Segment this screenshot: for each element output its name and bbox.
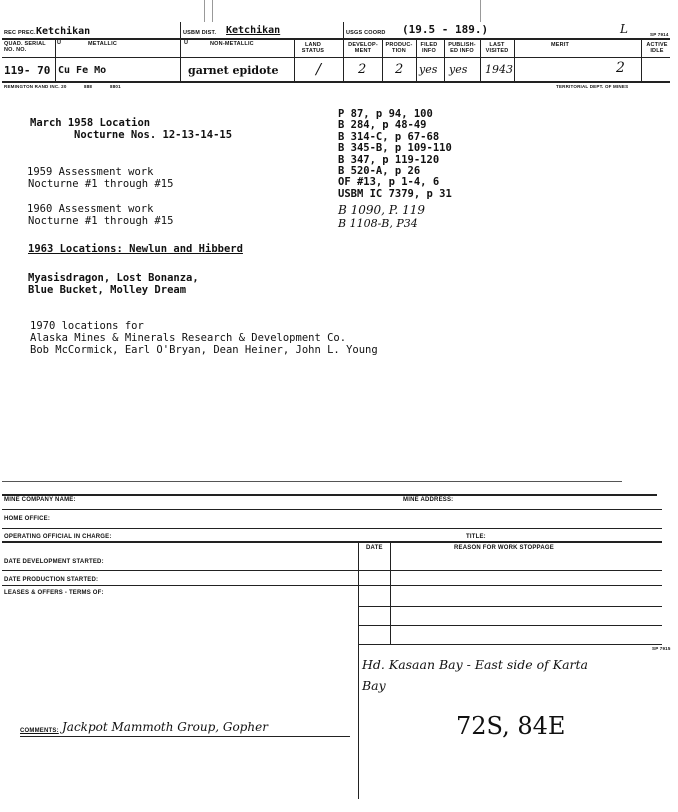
printer-credit: REMINGTON RAND INC. 20	[4, 84, 67, 89]
reference-item: B 347, p 119-120	[338, 153, 440, 166]
form-number-top: SP 7914	[650, 32, 669, 37]
header-bottom-rule	[2, 81, 670, 83]
mine-address-label: MINE ADDRESS:	[403, 497, 454, 503]
header-divider	[343, 22, 344, 38]
date-development-label: DATE DEVELOPMENT STARTED:	[4, 559, 104, 565]
col-divider	[343, 38, 344, 81]
home-office-rule	[2, 509, 662, 510]
usgs-coord-label: USGS COORD	[346, 30, 386, 36]
col-divider	[55, 38, 56, 81]
territorial-dept: TERRITORIAL DEPT. OF MINES	[556, 84, 629, 89]
col-active-idle: ACTIVE IDLE	[646, 42, 668, 54]
header-divider	[180, 22, 181, 38]
home-office-label: HOME OFFICE:	[4, 516, 51, 522]
comments-rule	[20, 736, 350, 737]
col-divider	[294, 38, 295, 81]
reference-list	[338, 108, 452, 199]
col-u-metallic: U	[57, 40, 62, 46]
company-rule	[2, 494, 657, 496]
reason-column-label: REASON FOR WORK STOPPAGE	[454, 545, 554, 551]
rec-prec-value: Ketchikan	[36, 26, 91, 37]
crop-mark	[204, 0, 205, 22]
form-number-bottom: SP 7915	[652, 646, 671, 651]
col-divider	[382, 38, 383, 81]
leases-offers-label: LEASES & OFFERS - TERMS OF:	[4, 590, 104, 596]
col-production: PRODUC-TION	[385, 42, 413, 54]
crop-mark	[212, 0, 213, 22]
mine-company-name-label: MINE COMPANY NAME:	[4, 497, 76, 503]
handwritten-ref-1: B 1090, P. 119	[338, 203, 425, 217]
note-1970-people: Bob McCormick, Earl O'Bryan, Dean Heiner, John L. Young	[30, 344, 378, 356]
col-development: DEVELOP-MENT	[348, 42, 378, 54]
note-1960-claims: Nocturne #1 through #15	[28, 215, 174, 227]
row-quad-serial: 119- 70	[4, 64, 51, 77]
note-claim-names-2: Blue Bucket, Molley Dream	[28, 284, 187, 296]
corner-letter: L	[620, 22, 628, 36]
row-active-idle: 2	[616, 60, 625, 76]
rec-prec-label: REC PREC.	[4, 30, 36, 36]
crop-mark	[480, 0, 481, 22]
note-1963-locations: 1963 Locations: Newlun and Hibberd	[28, 243, 243, 255]
col-u-nonmetallic: U	[184, 40, 189, 46]
col-divider	[416, 38, 417, 81]
col-divider	[444, 38, 445, 81]
row-metallic: Cu Fe Mo	[58, 65, 107, 76]
row-production: 2	[395, 62, 404, 77]
stoppage-rule	[358, 625, 662, 626]
stoppage-rule	[358, 644, 662, 645]
usbm-dist-label: USBM DIST.	[183, 30, 217, 36]
reference-item: USBM IC 7379, p 31	[338, 187, 452, 200]
note-1958-location: March 1958 Location	[30, 117, 151, 129]
col-last-visited: LAST VISITED	[485, 42, 509, 54]
operating-official-label: OPERATING OFFICIAL IN CHARGE:	[4, 534, 112, 540]
stoppage-left-border	[358, 541, 359, 799]
note-1970-company: Alaska Mines & Minerals Research & Development Co.	[30, 332, 347, 344]
printer-code-1: 888	[84, 84, 93, 89]
row-development: 2	[358, 62, 367, 77]
location-note-2: Bay	[362, 678, 386, 693]
official-rule	[2, 528, 662, 529]
note-1958-claims: Nocturne Nos. 12-13-14-15	[74, 129, 233, 141]
row-nonmetallic: garnet epidote	[188, 64, 279, 77]
row-last-visited: 1943	[485, 63, 513, 76]
reference-item: P 87, p 94, 100	[338, 108, 433, 120]
col-divider	[641, 38, 642, 81]
row-published-info: yes	[449, 63, 468, 76]
col-filed-info: FILED INFO	[420, 42, 438, 54]
col-divider	[180, 38, 181, 81]
header-mid-rule	[2, 57, 670, 58]
comments-value: Jackpot Mammoth Group, Gopher	[62, 720, 268, 734]
reference-item: B 520-A, p 26	[338, 164, 421, 177]
reference-item: B 314-C, p 67-68	[338, 130, 440, 143]
col-merit: MERIT	[551, 42, 570, 48]
col-divider	[480, 38, 481, 81]
col-land-status: LAND STATUS	[301, 42, 325, 54]
stoppage-rule	[358, 606, 662, 607]
location-note-1: Hd. Kasaan Bay - East side of Karta	[362, 657, 588, 672]
form-rule	[2, 570, 662, 571]
note-1959-claims: Nocturne #1 through #15	[28, 178, 174, 190]
col-quad-serial: QUAD. SERIAL NO. NO.	[4, 41, 46, 53]
handwritten-ref-2: B 1108-B, P34	[338, 217, 418, 230]
form-rule	[2, 585, 662, 586]
col-published-info: PUBLISH-ED INFO	[448, 42, 476, 54]
date-production-label: DATE PRODUCTION STARTED:	[4, 577, 99, 583]
col-nonmetallic: NON-METALLIC	[210, 41, 254, 47]
reference-item: B 284, p 48-49	[338, 119, 427, 132]
note-claim-names-1: Myasisdragon, Lost Bonanza,	[28, 272, 199, 284]
printer-code-2: 8801	[110, 84, 121, 89]
reference-item: B 345-B, p 109-110	[338, 142, 452, 155]
note-1960-assessment: 1960 Assessment work	[27, 203, 154, 215]
date-column-label: DATE	[366, 545, 383, 551]
title-label: TITLE:	[466, 534, 486, 540]
col-divider	[514, 38, 515, 81]
note-1959-assessment: 1959 Assessment work	[27, 166, 154, 178]
stoppage-date-divider	[390, 541, 391, 645]
comments-label: COMMENTS:	[20, 728, 59, 734]
row-filed-info: yes	[419, 63, 438, 76]
stoppage-top-rule	[2, 541, 662, 543]
card-divider	[2, 481, 622, 482]
header-top-rule	[2, 38, 670, 40]
usbm-dist-value: Ketchikan	[226, 25, 281, 36]
note-1970-locations: 1970 locations for	[30, 320, 144, 332]
township-range: 72S, 84E	[456, 712, 566, 740]
row-land-status: /	[316, 60, 322, 78]
usgs-coord-value: (19.5 - 189.)	[402, 23, 489, 36]
reference-item: OF #13, p 1-4, 6	[338, 176, 440, 189]
col-metallic: METALLIC	[88, 41, 117, 47]
